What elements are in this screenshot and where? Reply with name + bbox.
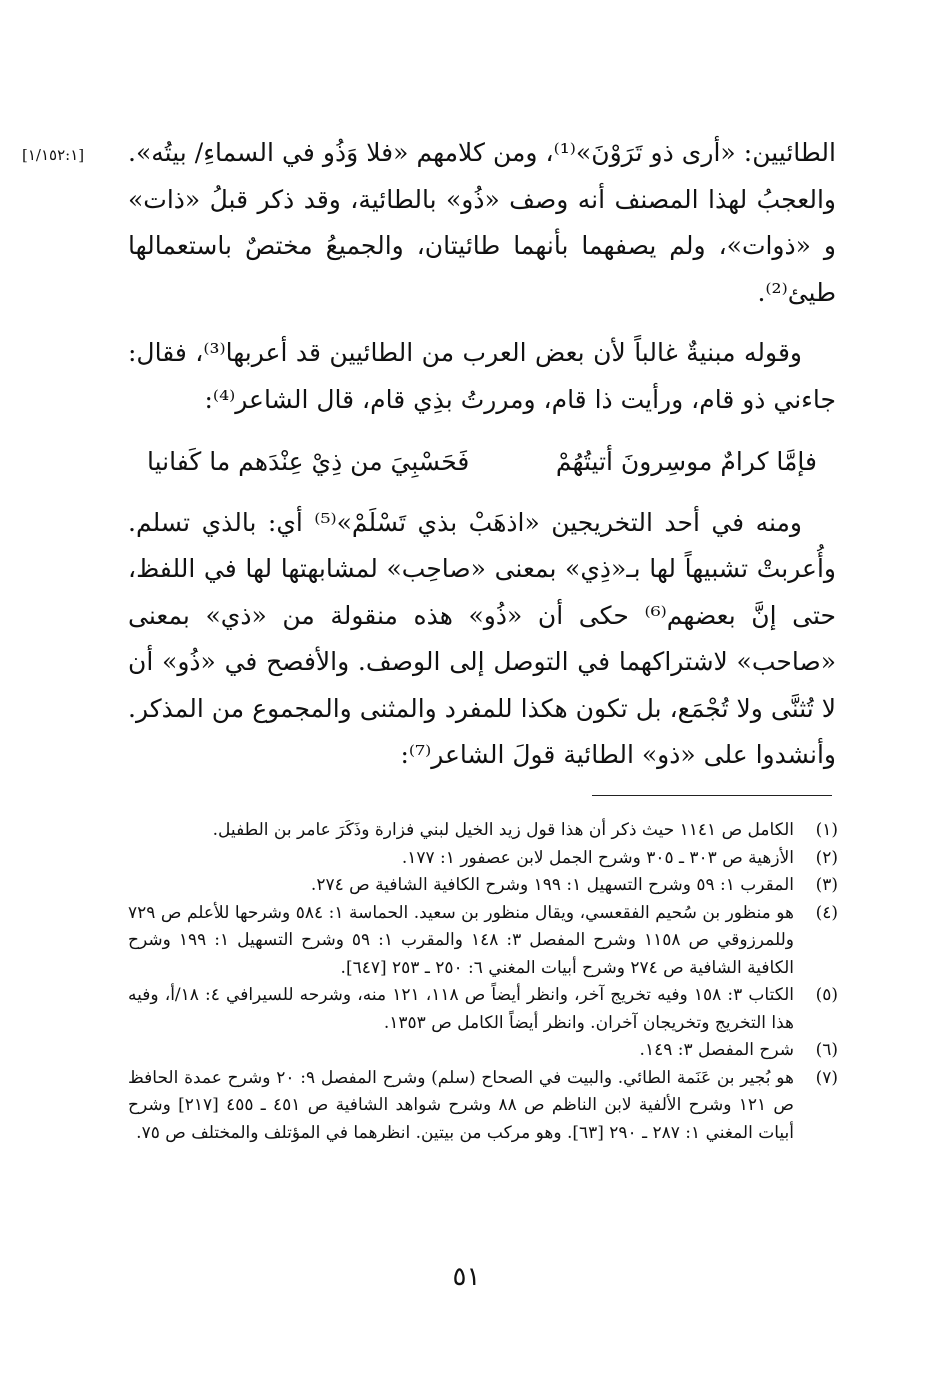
footnote-separator	[592, 795, 832, 796]
footnote-number: (٤)	[815, 902, 838, 923]
verse-first-hemistich: فإمَّا كرامٌ موسِرونَ أتيتُهُمْ	[555, 447, 817, 476]
footnote-number: (٦)	[815, 1040, 838, 1060]
footnote-text: هو منظور بن سُحيم الفقعسي، ويقال منظور بن سعيد. الحماسة ١: ٥٨٤ وشرحها للأعلم ص ٧٢٩ وللمرزوقي ص ١١٥٨ وشرح المفصل ٣: ١٤٨ والمقرب ١: ٥٩ وشرح التسهيل ١: ١٩٩ وشرح الكافية الشافية ص ٢٧٤ وشرح أبيات المغني ٦: ٢٥٠ ـ ٢٥٣ [٦٤٧].	[128, 902, 795, 978]
main-text	[128, 130, 836, 779]
footnote-text: الكامل ص ١١٤١ حيث ذكر أن هذا قول زيد الخيل لبني فزارة وذَكَرَ عامر بن الطفيل.	[212, 820, 794, 840]
footnote-5	[128, 982, 838, 1037]
footnote-3	[128, 872, 838, 900]
footnote-number: (٥)	[815, 985, 838, 1005]
footnote-text: شرح المفصل ٣: ١٤٩.	[639, 1040, 794, 1060]
footnote-text: الكتاب ٣: ١٥٨ وفيه تخريج آخر، وانظر أيضاً ص ١١٨، ١٢١ منه، وشرحه للسيرافي ٤: ١٨/أ، وفيه هذا التخريج وتخريجان آخران. وانظر أيضاً الكامل ص ١٣٥٣.	[128, 985, 795, 1033]
footnote-1	[128, 817, 838, 845]
footnote-6	[128, 1037, 838, 1065]
paragraph-2: وقوله مبنيةٌ غالباً لأن بعض العرب من الطائيين قد أعربها⁽³⁾، فقال: جاءني ذو قام، ورأيت ذا قام، ومررتُ بذِي قام، قال الشاعر⁽⁴⁾:	[128, 338, 836, 414]
footnotes	[128, 817, 838, 1147]
footnote-4	[128, 900, 838, 983]
footnote-7	[128, 1065, 838, 1148]
footnote-text: هو بُجير بن عَنَمة الطائي. والبيت في الصحاح (سلم) وشرح المفصل ٩: ٢٠ وشرح عمدة الحافظ ص ١٢١ وشرح الألفية لابن الناظم ص ٨٨ وشرح شواهد الشافية ص ٤٥١ ـ ٤٥٥ [٢١٧] وشرح أبيات المغني ١: ٢٨٧ ـ ٢٩٠ [٦٣]. وهو مركب من بيتين. انظرهما في المؤتلف والمختلف ص ٧٥.	[128, 1067, 795, 1143]
poetry-verse	[147, 439, 817, 486]
margin-reference: [١/١٥٢:١]	[22, 146, 85, 164]
footnote-text: المقرب ١: ٥٩ وشرح التسهيل ١: ١٩٩ وشرح الكافية الشافية ص ٢٧٤.	[310, 875, 794, 895]
footnote-text: الأزهية ص ٣٠٣ ـ ٣٠٥ وشرح الجمل لابن عصفور ١: ١٧٧.	[401, 847, 794, 868]
footnote-2	[128, 845, 838, 873]
footnote-number: (٧)	[815, 1067, 838, 1088]
footnote-number: (٣)	[815, 875, 838, 895]
paragraph-1: الطائيين: «أرى ذو تَرَوْنَ»⁽¹⁾، ومن كلامهم «فلا وَذُو في السماءِ/ بيتُه». والعجبُ لهذا المصنف أنه وصف «ذُو» بالطائية، وقد ذكر قبلُ «ذات» و «ذوات»، ولم يصفهما بأنهما طائيتان، والجميعُ مختصٌ باستعمالها طيئ⁽²⁾.	[128, 138, 836, 307]
page-number: ٥١	[452, 1262, 481, 1292]
footnote-number: (١)	[815, 820, 838, 840]
verse-second-hemistich: فَحَسْبِيَ من ذِيْ عِنْدَهم ما كَفانيا	[147, 447, 470, 476]
footnote-number: (٢)	[815, 847, 838, 868]
paragraph-3: ومنه في أحد التخريجين «اذهَبْ بذي تَسْلَمْ»⁽⁵⁾ أي: بالذي تسلم. وأُعربتْ تشبيهاً لها بـ«ذِي» بمعنى «صاحِب» لمشابهتها لها في اللفظ، حتى إنَّ بعضهم⁽⁶⁾ حكى أن «ذُو» هذه منقولة من «ذي» بمعنى «صاحب» لاشتراكهما في التوصل إلى الوصف. والأفصح في «ذُو» أن لا تُثنَّى ولا تُجْمَع، بل تكون هكذا للمفرد والمثنى والمجموع من المذكر. وأنشدوا على «ذو» الطائية قولَ الشاعر⁽⁷⁾:	[128, 507, 836, 769]
